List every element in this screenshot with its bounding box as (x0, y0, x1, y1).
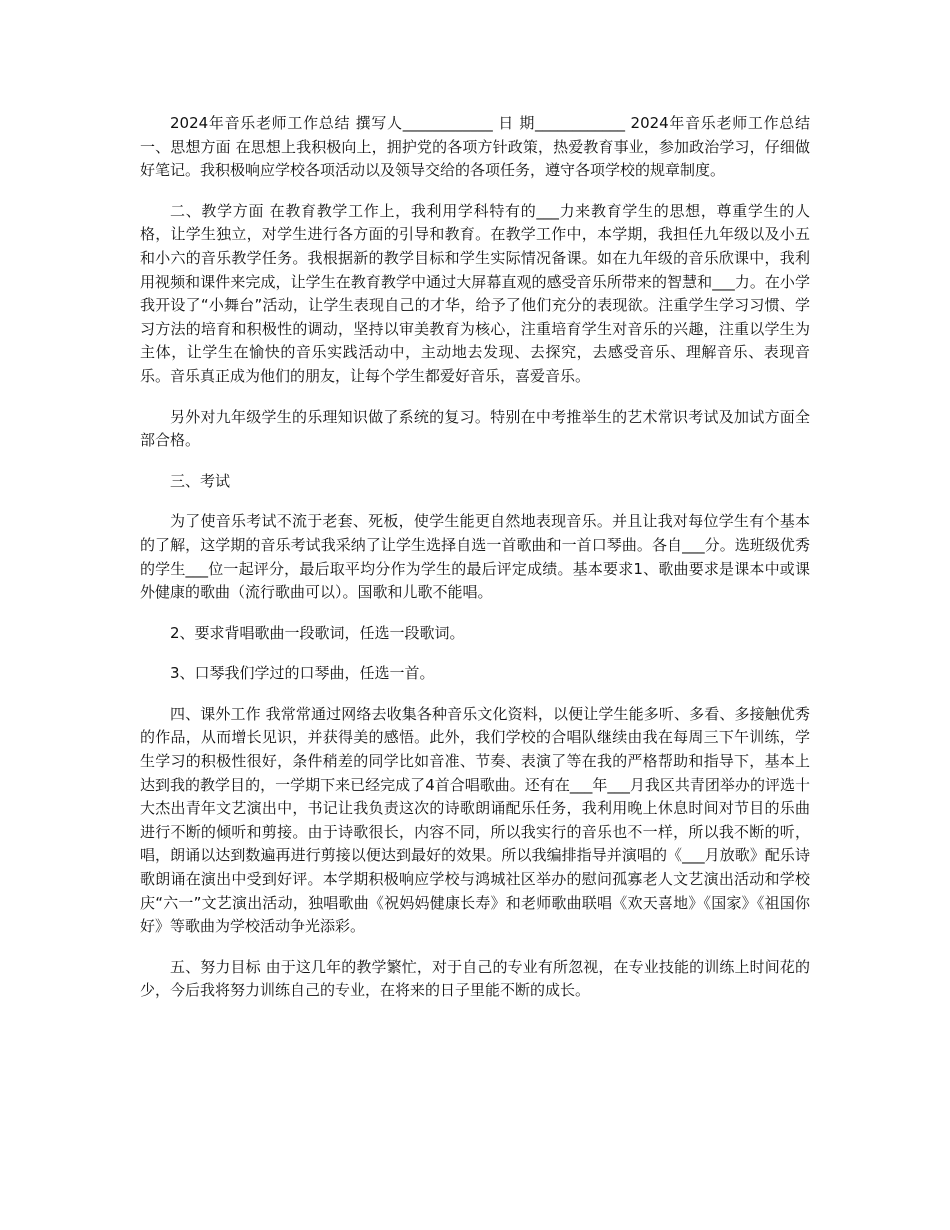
document-body (140, 112, 810, 1020)
paragraph-teaching: 二、教学方面 在教育教学工作上，我利用学科特有的___力来教育学生的思想，尊重学生的人格，让学生独立，对学生进行各方面的引导和教育。在教学工作中，本学期，我担任九年级以及小五和小六的音乐教学任务。我根据新的教学目标和学生实际情况备课。如在九年级的音乐欣课中，我利用视频和课件来完成，让学生在教育教学中通过大屏幕直观的感受音乐所带来的智慧和___力。在小学我开设了“小舞台”活动，让学生表现自己的才华，给予了他们充分的表现欲。注重学生学习习惯、学习方法的培育和积极性的调动，坚持以审美教育为核心，注重培育学生对音乐的兴趣，注重以学生为主体，让学生在愉快的音乐实践活动中，主动地去发现、去探究，去感受音乐、理解音乐、表现音乐。音乐真正成为他们的朋友，让每个学生都爱好音乐，喜爱音乐。 (140, 201, 810, 385)
paragraph-exam: 为了使音乐考试不流于老套、死板，使学生能更自然地表现音乐。并且让我对每位学生有个基本的了解，这学期的音乐考试我采纳了让学生选择自选一首歌曲和一首口琴曲。各自___分。选班级优秀的学生___位一起评分，最后取平均分作为学生的最后评定成绩。基本要求1、歌曲要求是课本中或课外健康的歌曲（流行歌曲可以）。国歌和儿歌不能唱。 (140, 512, 810, 602)
paragraph-exam-req-3: 3、口琴我们学过的口琴曲，任选一首。 (170, 664, 435, 683)
paragraph-title-and-thought: 2024年音乐老师工作总结 撰写人____________ 日 期____________ 2024年音乐老师工作总结 一、思想方面 在思想上我积极向上，拥护党的各项方针政策，热爱教育事业，参加政治学习，仔细做好笔记。我积极响应学校各项活动以及领导交给的各项任务，遵守各项学校的规章制度。 (140, 114, 810, 180)
paragraph-extracurricular: 四、课外工作 我常常通过网络去收集各种音乐文化资料，以便让学生能多听、多看、多接触优秀的作品，从而增长见识，并获得美的感悟。此外，我们学校的合唱队继续由我在每周三下午训练，学生学习的积极性很好，条件稍差的同学比如音准、节奏、表演了等在我的严格帮助和指导下，基本上达到我的教学目的，一学期下来已经完成了4首合唱歌曲。还有在___年___月我区共青团举办的评选十大杰出青年文艺演出中，书记让我负责这次的诗歌朗诵配乐任务，我利用晚上休息时间对节目的乐曲进行不断的倾听和剪接。由于诗歌很长，内容不同，所以我实行的音乐也不一样，所以我不断的听，唱，朗诵以达到数遍再进行剪接以便达到最好的效果。所以我编排指导并演唱的《___月放歌》配乐诗歌朗诵在演出中受到好评。本学期积极响应学校与鸿城社区举办的慰问孤寡老人文艺演出活动和学校庆“六一”文艺演出活动，独唱歌曲《祝妈妈健康长寿》和老师歌曲联唱《欢天喜地》《国家》《祖国你好》等歌曲为学校活动争光添彩。 (140, 704, 810, 936)
heading-exam: 三、考试 (170, 471, 231, 490)
paragraph-exam-req-2: 2、要求背唱歌曲一段歌词，任选一段歌词。 (170, 623, 465, 642)
paragraph-goals: 五、努力目标 由于这几年的教学繁忙，对于自己的专业有所忽视，在专业技能的训练上时间花的少，今后我将努力训练自己的专业，在将来的日子里能不断的成长。 (140, 957, 810, 1000)
paragraph-review: 另外对九年级学生的乐理知识做了系统的复习。特别在中考推举生的艺术常识考试及加试方面全部合格。 (140, 407, 810, 450)
